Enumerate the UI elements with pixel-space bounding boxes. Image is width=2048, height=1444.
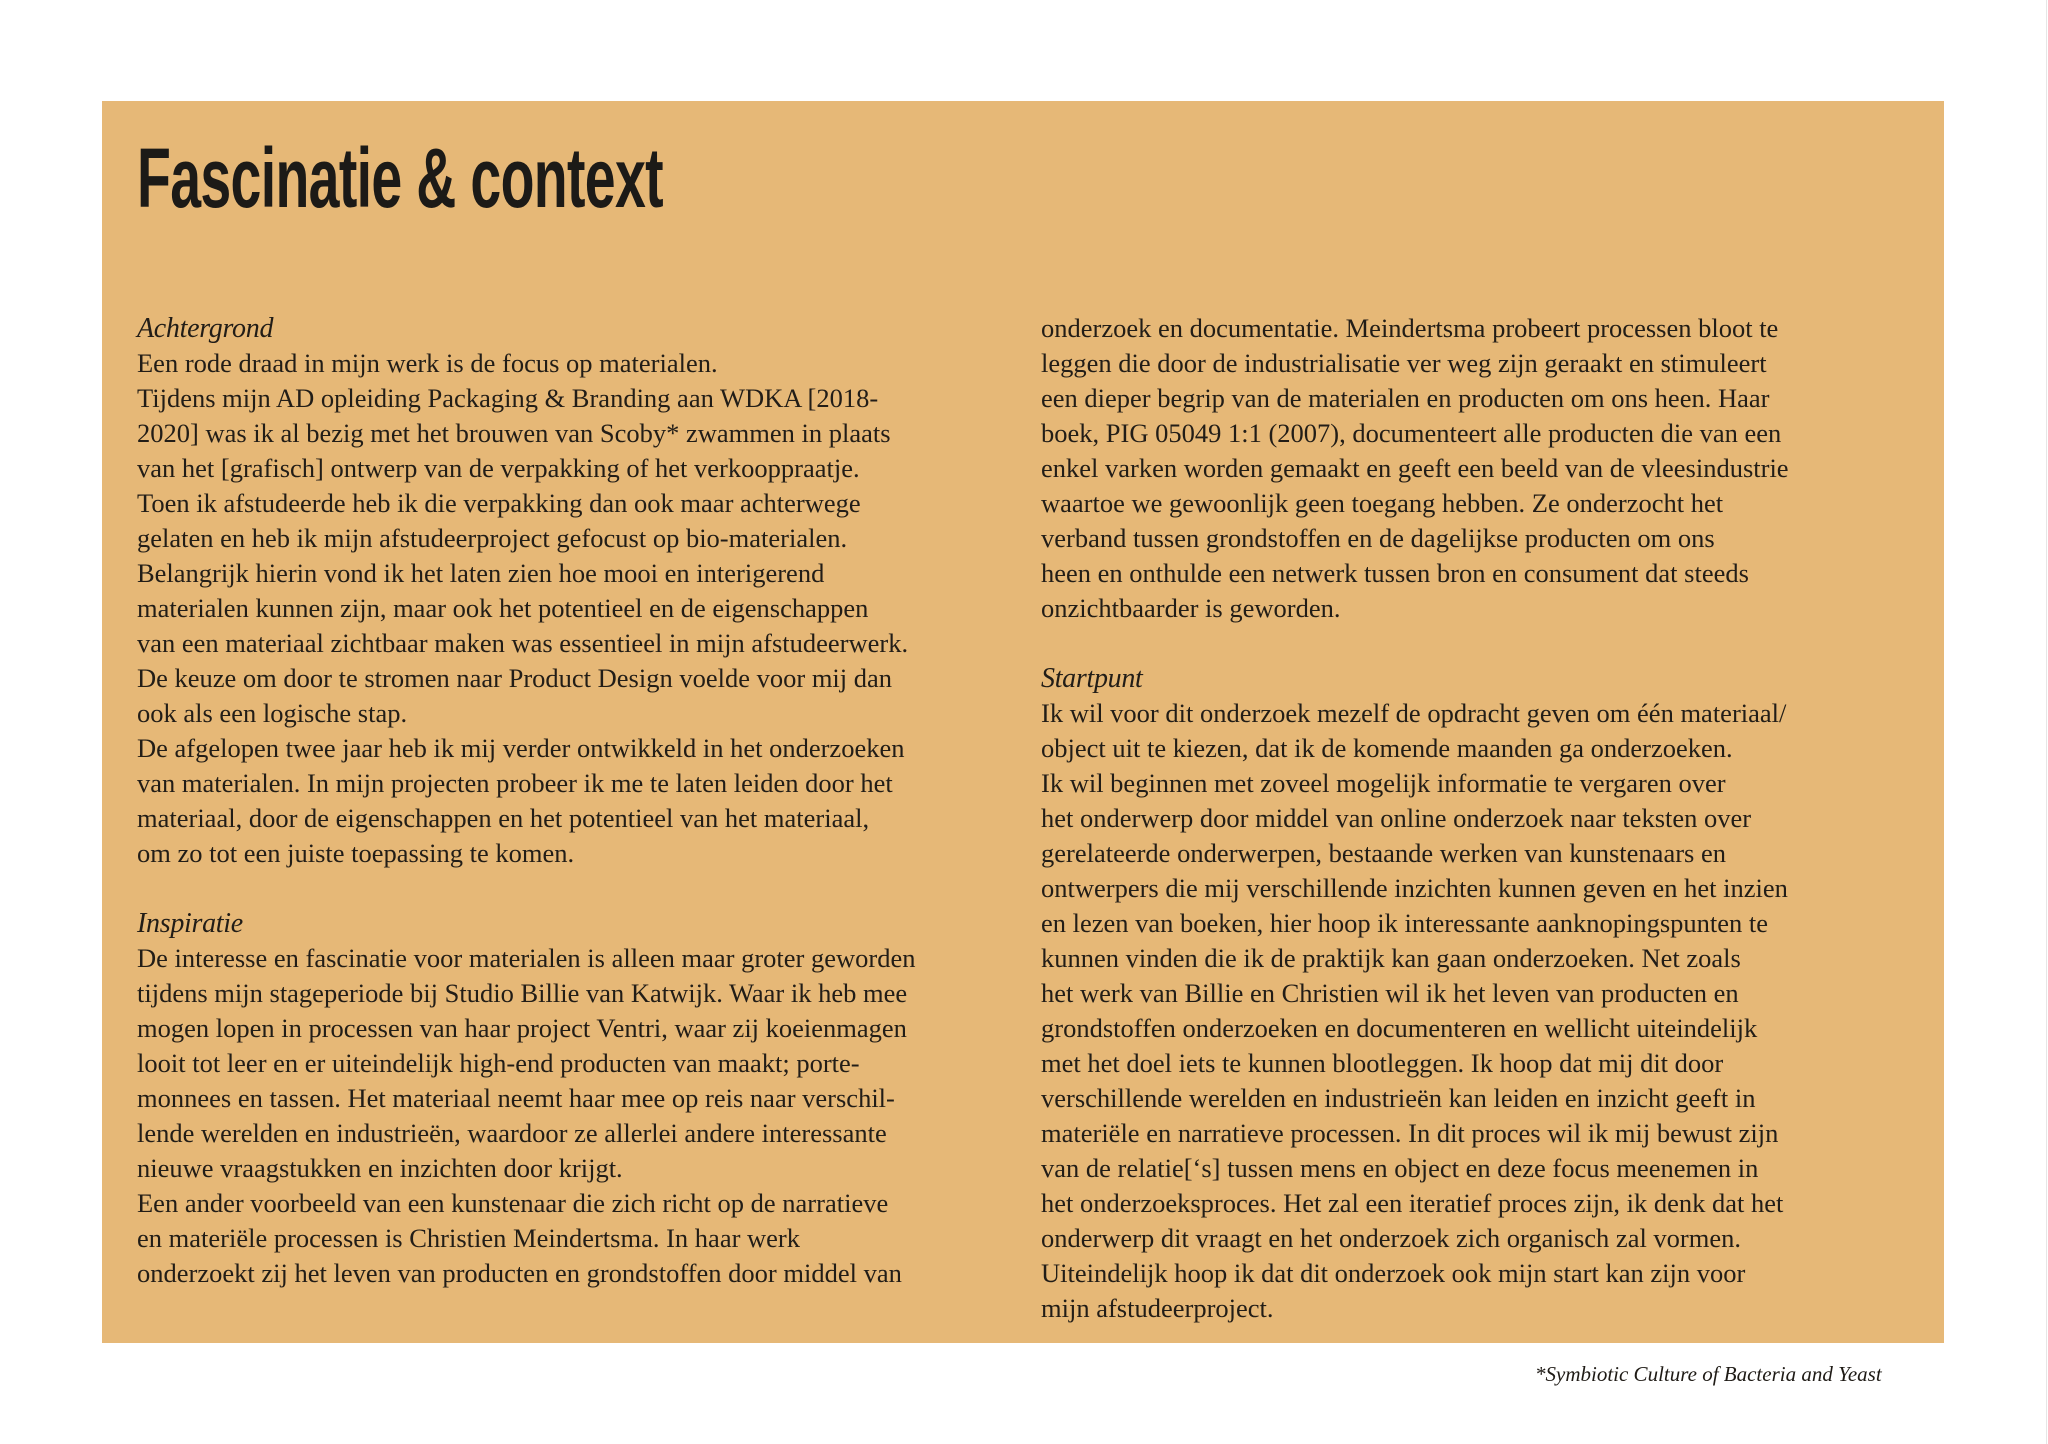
- section-body: [137, 941, 1017, 1291]
- text-line: 2020] was ik al bezig met het brouwen van Scoby* zwammen in plaats: [137, 418, 891, 448]
- section-heading: Achtergrond: [137, 313, 274, 344]
- text-line: kunnen vinden die ik de praktijk kan gaan onderzoeken. Net zoals: [1041, 943, 1741, 973]
- text-line: Een rode draad in mijn werk is de focus op materialen.: [137, 348, 718, 378]
- text-line: object uit te kiezen, dat ik de komende maanden ga onderzoeken.: [1041, 733, 1733, 763]
- text-line: verschillende werelden en industrieën kan leiden en inzicht geeft in: [1041, 1083, 1756, 1113]
- text-line: materiaal, door de eigenschappen en het potentieel van het materiaal,: [137, 803, 870, 833]
- text-line: van het [grafisch] ontwerp van de verpakking of het verkooppraatje.: [137, 453, 860, 483]
- right-column: [1041, 311, 1921, 1326]
- text-line: Tijdens mijn AD opleiding Packaging & Branding aan WDKA [2018-: [137, 383, 879, 413]
- text-line: waartoe we gewoonlijk geen toegang hebben. Ze onderzocht het: [1041, 488, 1724, 518]
- text-line: het onderzoeksproces. Het zal een iteratief proces zijn, ik denk dat het: [1041, 1188, 1784, 1218]
- text-line: en lezen van boeken, hier hoop ik interessante aanknopingspunten te: [1041, 908, 1769, 938]
- text-line: om zo tot een juiste toepassing te komen.: [137, 838, 575, 868]
- text-line: gerelateerde onderwerpen, bestaande werken van kunstenaars en: [1041, 838, 1726, 868]
- text-line: De keuze om door te stromen naar Product Design voelde voor mij dan: [137, 663, 893, 693]
- text-line: onderzoek en documentatie. Meindertsma probeert processen bloot te: [1041, 313, 1779, 343]
- text-line: Ik wil beginnen met zoveel mogelijk informatie te vergaren over: [1041, 768, 1726, 798]
- text-line: boek, PIG 05049 1:1 (2007), documenteert alle producten die van een: [1041, 418, 1782, 448]
- section-heading: Inspiratie: [137, 908, 243, 939]
- section-body: [1041, 311, 1921, 626]
- page-edge: [2046, 0, 2047, 1444]
- left-column: [137, 311, 1017, 1291]
- text-line: lende werelden en industrieën, waardoor ze allerlei andere interessante: [137, 1118, 887, 1148]
- footnote: *Symbiotic Culture of Bacteria and Yeast: [1535, 1362, 1882, 1386]
- text-line: Toen ik afstudeerde heb ik die verpakking dan ook maar achterwege: [137, 488, 861, 518]
- text-line: ook als een logische stap.: [137, 698, 408, 728]
- section-body: [137, 346, 1017, 871]
- text-line: gelaten en heb ik mijn afstudeerproject gefocust op bio-materialen.: [137, 523, 848, 553]
- text-line: enkel varken worden gemaakt en geeft een beeld van de vleesindustrie: [1041, 453, 1789, 483]
- text-line: tijdens mijn stageperiode bij Studio Billie van Katwijk. Waar ik heb mee: [137, 978, 908, 1008]
- text-line: Belangrijk hierin vond ik het laten zien hoe mooi en interigerend: [137, 558, 825, 588]
- text-line: verband tussen grondstoffen en de dagelijkse producten om ons: [1041, 523, 1715, 553]
- text-line: leggen die door de industrialisatie ver weg zijn geraakt en stimuleert: [1041, 348, 1767, 378]
- section-body: [1041, 696, 1921, 1326]
- text-line: looit tot leer en er uiteindelijk high-end producten van maakt; porte-: [137, 1048, 860, 1078]
- text-line: materiële en narratieve processen. In dit proces wil ik mij bewust zijn: [1041, 1118, 1779, 1148]
- text-line: mijn afstudeerproject.: [1041, 1293, 1274, 1323]
- text-line: ontwerpers die mij verschillende inzichten kunnen geven en het inzien: [1041, 873, 1788, 903]
- text-line: Ik wil voor dit onderzoek mezelf de opdracht geven om één materiaal/: [1041, 698, 1787, 728]
- section-spacer: [137, 871, 1017, 906]
- text-line: onderzoekt zij het leven van producten en grondstoffen door middel van: [137, 1258, 902, 1288]
- section-startpunt: [1041, 661, 1921, 1326]
- section-heading: Startpunt: [1041, 663, 1143, 694]
- text-line: monnees en tassen. Het materiaal neemt haar mee op reis naar verschil-: [137, 1083, 895, 1113]
- text-line: het onderwerp door middel van online onderzoek naar teksten over: [1041, 803, 1752, 833]
- text-line: De interesse en fascinatie voor materialen is alleen maar groter geworden: [137, 943, 916, 973]
- text-line: nieuwe vraagstukken en inzichten door krijgt.: [137, 1153, 623, 1183]
- text-line: en materiële processen is Christien Meindertsma. In haar werk: [137, 1223, 801, 1253]
- section-achtergrond: [137, 311, 1017, 871]
- text-line: onzichtbaarder is geworden.: [1041, 593, 1341, 623]
- text-line: mogen lopen in processen van haar project Ventri, waar zij koeienmagen: [137, 1013, 907, 1043]
- section-inspiratie: [137, 906, 1017, 1291]
- text-line: grondstoffen onderzoeken en documenteren en wellicht uiteindelijk: [1041, 1013, 1758, 1043]
- text-line: een dieper begrip van de materialen en producten om ons heen. Haar: [1041, 383, 1770, 413]
- text-line: van materialen. In mijn projecten probeer ik me te laten leiden door het: [137, 768, 893, 798]
- text-line: Uiteindelijk hoop ik dat dit onderzoek ook mijn start kan zijn voor: [1041, 1258, 1746, 1288]
- page-title: Fascinatie & context: [137, 131, 663, 225]
- text-line: van een materiaal zichtbaar maken was essentieel in mijn afstudeerwerk.: [137, 628, 909, 658]
- text-line: materialen kunnen zijn, maar ook het potentieel en de eigenschappen: [137, 593, 869, 623]
- text-line: heen en onthulde een netwerk tussen bron en consument dat steeds: [1041, 558, 1749, 588]
- text-line: De afgelopen twee jaar heb ik mij verder ontwikkeld in het onderzoeken: [137, 733, 905, 763]
- text-line: van de relatie[‘s] tussen mens en object en deze focus meenemen in: [1041, 1153, 1759, 1183]
- section-inspiratie-continued: [1041, 311, 1921, 626]
- text-line: onderwerp dit vraagt en het onderzoek zich organisch zal vormen.: [1041, 1223, 1742, 1253]
- text-line: Een ander voorbeeld van een kunstenaar die zich richt op de narratieve: [137, 1188, 889, 1218]
- section-spacer: [1041, 626, 1921, 661]
- text-line: het werk van Billie en Christien wil ik het leven van producten en: [1041, 978, 1739, 1008]
- text-line: met het doel iets te kunnen blootleggen. Ik hoop dat mij dit door: [1041, 1048, 1724, 1078]
